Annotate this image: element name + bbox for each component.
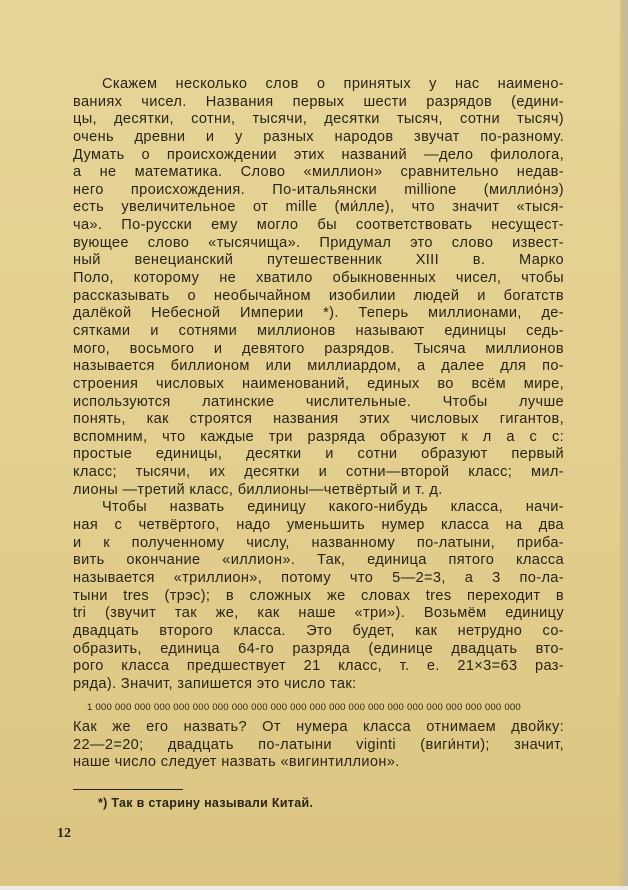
text-line: 22—2=20; двадцать по-латыни viginti (виги́нти); значит, <box>73 736 564 753</box>
text-line: вить окончание «иллион». Так, единица пятого класса <box>73 552 564 569</box>
text-line: тыни tres (трэс); в сложных же словах tres переходит в <box>73 587 564 604</box>
text-line: Поло, которому не хватило обыкновенных чисел, чтобы <box>73 270 564 287</box>
text-line: а не математика. Слово «миллион» сравнительно недав- <box>73 164 564 181</box>
main-text <box>73 76 564 693</box>
text-line: образить, единица 64-го разряда (единице двадцать вто- <box>73 640 564 657</box>
paragraph-2 <box>73 499 564 693</box>
page-number: 12 <box>57 826 71 841</box>
vigintillion-number: 1 000 000 000 000 000 000 000 000 000 000 000 000 000 000 000 000 000 000 000 000 000 000 <box>87 702 521 713</box>
text-line: рассказывать о необычайном изобилии людей и богатств <box>73 287 564 304</box>
text-line: вующее слово «тысячища». Придумал это слово извест- <box>73 234 564 251</box>
text-line: Скажем несколько слов о принятых у нас наимено- <box>102 76 564 92</box>
text-line: ряда). Значит, запишется это число так: <box>73 675 357 692</box>
text-line: есть увеличительное от mille (ми́лле), что значит «тыся- <box>73 199 564 216</box>
footnote-divider <box>73 789 183 790</box>
text-line: Чтобы назвать единицу какого-нибудь класса, начи- <box>102 499 564 516</box>
text-line: рого класса предшествует 21 класс, т. е. 21×3=63 раз- <box>73 658 564 675</box>
text-line: сятками и сотнями миллионов называют единицы седь- <box>73 322 564 339</box>
text-line: наше число следует назвать «вигинтиллион». <box>73 754 400 771</box>
paragraph-1 <box>73 76 564 499</box>
text-line: называется «триллион», потому что 5—2=3, а 3 по-ла- <box>73 569 564 586</box>
text-line: класс; тысячи, их десятки и сотни—второй класс; мил- <box>73 464 564 481</box>
page-edge-shadow <box>620 0 628 890</box>
text-line: цы, десятки, сотни, тысячи, десятки тысяч, сотни тысяч) <box>73 111 564 128</box>
text-line: называется биллионом или миллиардом, а далее для по- <box>73 358 564 375</box>
text-line: двадцать второго класса. Это будет, как нетрудно со- <box>73 622 564 639</box>
text-line: него происхождения. По-итальянски millione (миллио́нэ) <box>73 181 564 198</box>
text-line: и к полученному числу, названному по-латыни, приба- <box>73 534 564 551</box>
paragraph-3 <box>73 719 564 772</box>
text-line: понять, как строятся названия этих числовых гигантов, <box>73 411 564 428</box>
text-line: Как же его назвать? От нумера класса отнимаем двойку: <box>73 719 564 735</box>
text-line: вспомним, что каждые три разряда образуют к л а с с: <box>73 428 564 445</box>
text-line: простые единицы, десятки и сотни образуют первый <box>73 446 564 463</box>
footnote: *) Так в старину называли Китай. <box>98 796 314 810</box>
text-line: ная с четвёртого, надо уменьшить нумер класса на два <box>73 517 564 534</box>
text-line: используются латинские числительные. Чтобы лучше <box>73 393 564 410</box>
text-line: ваниях чисел. Названия первых шести разрядов (едини- <box>73 93 564 110</box>
text-line: ный венецианский путешественник XIII в. Марко <box>73 252 564 269</box>
text-line: мого, восьмого и девятого разрядов. Тысяча миллионов <box>73 340 564 357</box>
text-line: лионы —третий класс, биллионы—четвёртый и т. д. <box>73 481 443 498</box>
text-line: Думать о происхождении этих названий —дело филолога, <box>73 146 564 163</box>
text-line: ча». По-русски ему могло бы соответствовать несущест- <box>73 217 564 234</box>
text-line: далёкой Небесной Империи *). Теперь миллионами, де- <box>73 305 564 322</box>
text-line: очень древни и у разных народов звучат по-разному. <box>73 128 564 145</box>
text-line: tri (звучит так же, как наше «три»). Возьмём единицу <box>73 605 564 622</box>
text-line: строения числовых наименований, единых во всём мире, <box>73 375 564 392</box>
scan-bottom-margin <box>0 886 628 890</box>
